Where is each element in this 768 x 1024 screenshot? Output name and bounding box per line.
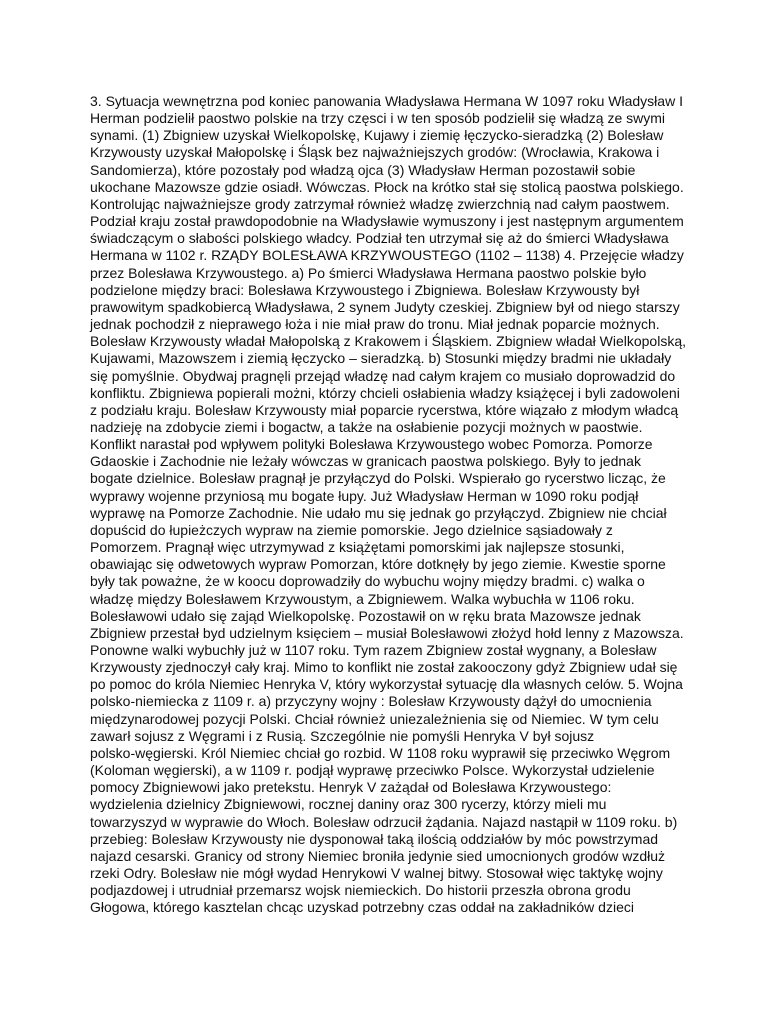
text-line: obawiając się odwetowych wypraw Pomorzan, które dotknęły by jego ziemie. Kwestie sporne bbox=[90, 556, 666, 573]
text-line: władzę między Bolesławem Krzywoustym, a Zbigniewem. Walka wybuchła w 1106 roku. bbox=[90, 590, 635, 607]
text-line: podjazdowej i utrudniał przemarsz wojsk niemieckich. Do historii przeszła obrona grodu bbox=[90, 882, 631, 899]
text-line: Konflikt narastał pod wpływem polityki Bolesława Krzywoustego wobec Pomorza. Pomorze bbox=[90, 436, 653, 453]
text-line: bogate dzielnice. Bolesław pragnął je przyłączyd do Polski. Wspierało go rycerstwo licząc, że bbox=[90, 470, 666, 487]
text-line: (Koloman węgierski), a w 1109 r. podjął wyprawę przeciwko Polsce. Wykorzystał udzielenie bbox=[90, 762, 655, 779]
text-line: Kontrolując najważniejsze grody zatrzymał również władzę zwierzchnią nad całym paostwem. bbox=[90, 195, 670, 212]
text-line: były tak poważne, że w koocu doprowadziły do wybuchu wojny między bradmi. c) walka o bbox=[90, 573, 645, 590]
text-line: Sandomierza), które pozostały pod władzą ojca (3) Władysław Herman pozostawił sobie bbox=[90, 161, 636, 178]
text-line: się pomyślnie. Obydwaj pragnęli przejąd władzę nad całym krajem co musiało doprowadzid do bbox=[90, 367, 676, 384]
text-line: Hermana w 1102 r. RZĄDY BOLESŁAWA KRZYWOUSTEGO (1102 – 1138) 4. Przejęcie władzy bbox=[90, 247, 684, 264]
text-line: po pomoc do króla Niemiec Henryka V, który wykorzystał sytuację dla własnych celów. 5. Wojna bbox=[90, 676, 683, 693]
text-line: 3. Sytuacja wewnętrzna pod koniec panowania Władysława Hermana W 1097 roku Władysław I bbox=[90, 93, 683, 109]
text-line: międzynarodowej pozycji Polski. Chciał również uniezależnienia się od Niemiec. W tym celu bbox=[90, 710, 659, 727]
text-line: Bolesław Krzywousty władał Małopolską z Krakowem i Śląskiem. Zbigniew władał Wielkopolską, bbox=[90, 333, 687, 350]
text-line: Ponowne walki wybuchły już w 1107 roku. Tym razem Zbigniew został wygnany, a Bolesław bbox=[90, 642, 657, 658]
text-line: Krzywousty zjednoczył cały kraj. Mimo to konflikt nie został zakooczony gdyż Zbigniew udał się bbox=[90, 659, 678, 676]
text-line: Podział kraju został prawdopodobnie na Władysławie wymuszony i jest następnym argumentem bbox=[90, 213, 684, 230]
text-line: Pomorzem. Pragnął więc utrzymywad z książętami pomorskimi jak najlepsze stosunki, bbox=[90, 539, 625, 556]
text-line: pomocy Zbigniewowi jako pretekstu. Henryk V zażądał od Bolesława Krzywoustego: bbox=[90, 779, 612, 796]
text-line: polsko-węgierski. Król Niemiec chciał go rozbid. W 1108 roku wyprawił się przeciwko Węgrom bbox=[90, 744, 671, 761]
text-line: Krzywousty uzyskał Małopolskę i Śląsk bez najważniejszych grodów: (Wrocławia, Krakowa i bbox=[90, 144, 660, 161]
text-line: Kujawami, Mazowszem i ziemią łęczycko – sieradzką. b) Stosunki między bradmi nie układały bbox=[90, 350, 672, 367]
text-line: wydzielenia dzielnicy Zbigniewowi, rocznej daniny oraz 300 rycerzy, którzy mieli mu bbox=[90, 796, 607, 813]
text-line: dopuścid do łupieżczych wypraw na ziemie pomorskie. Jego dzielnice sąsiadowały z bbox=[90, 521, 613, 538]
document-text bbox=[90, 93, 690, 917]
text-line: Zbigniew przestał byd udzielnym księciem – musiał Bolesławowi złożyd hołd lenny z Mazowsza. bbox=[90, 624, 684, 641]
text-line: wyprawę na Pomorze Zachodnie. Nie udało mu się jednak go przyłączyd. Zbigniew nie chciał bbox=[90, 504, 667, 521]
text-line: zawarł sojusz z Węgrami i z Rusią. Szczególnie nie pomyśli Henryka V był sojusz bbox=[90, 727, 595, 744]
text-line: świadczącym o słabości polskiego władcy. Podział ten utrzymał się aż do śmierci Władysława bbox=[90, 230, 669, 247]
text-line: przez Bolesława Krzywoustego. a) Po śmierci Władysława Hermana paostwo polskie było bbox=[90, 264, 647, 281]
text-line: nadzieję na zdobycie ziemi i bogactw, a także na osłabienie pozycji możnych w paostwie. bbox=[90, 418, 643, 435]
text-line: polsko-niemiecka z 1109 r. a) przyczyny wojny : Bolesław Krzywousty dążył do umocnienia bbox=[90, 693, 652, 710]
text-line: prawowitym spadkobiercą Władysława, 2 synem Judyty czeskiej. Zbigniew był od niego starszy bbox=[90, 298, 680, 315]
text-line: najazd cesarski. Granicy od strony Niemiec broniła jedynie sied umocnionych grodów wzdłuż bbox=[90, 847, 666, 864]
text-line: Gdaoskie i Zachodnie nie leżały wówczas w granicach paostwa polskiego. Były to jednak bbox=[90, 453, 641, 470]
text-line: ukochane Mazowsze gdzie osiadł. Wówczas. Płock na krótko stał się stolicą paostwa polskiego. bbox=[90, 178, 684, 195]
text-line: wyprawy wojenne przyniosą mu bogate łupy. Już Władysław Herman w 1090 roku podjął bbox=[90, 487, 639, 504]
text-line: rzeki Odry. Bolesław nie mógł wydad Henrykowi V walnej bitwy. Stosował więc taktykę wojny bbox=[90, 865, 663, 882]
text-line: Bolesławowi udało się zająd Wielkopolskę. Pozostawił on w ręku brata Mazowsze jednak bbox=[90, 607, 641, 624]
text-line: synami. (1) Zbigniew uzyskał Wielkopolskę, Kujawy i ziemię łęczycko-sieradzką (2) Bolesław bbox=[90, 127, 664, 144]
text-line: Herman podzielił paostwo polskie na trzy częsci i w ten sposób podzielił się władzą ze swymi bbox=[90, 110, 666, 127]
text-line: towarzyszyd w wyprawie do Włoch. Bolesław odrzucił żądania. Najazd nastąpił w 1109 roku. b) bbox=[90, 813, 678, 830]
text-line: przebieg: Bolesław Krzywousty nie dysponował taką ilością oddziałów by móc powstrzymad bbox=[90, 830, 659, 847]
text-line: konfliktu. Zbigniewa popierali możni, którzy chcieli osłabienia władzy książęcej i byli zadowoleni bbox=[90, 384, 680, 401]
text-line: jednak pochodził z nieprawego łoża i nie miał praw do tronu. Miał jednak poparcie możnych. bbox=[90, 316, 660, 333]
text-line: z podziału kraju. Bolesław Krzywousty miał poparcie rycerstwa, które wiązało z młodym władcą bbox=[90, 401, 679, 418]
text-line: Głogowa, którego kasztelan chcąc uzyskad potrzebny czas oddał na zakładników dzieci bbox=[90, 899, 634, 916]
text-line: podzielone między braci: Bolesława Krzywoustego i Zbigniewa. Bolesław Krzywousty był bbox=[90, 281, 640, 298]
